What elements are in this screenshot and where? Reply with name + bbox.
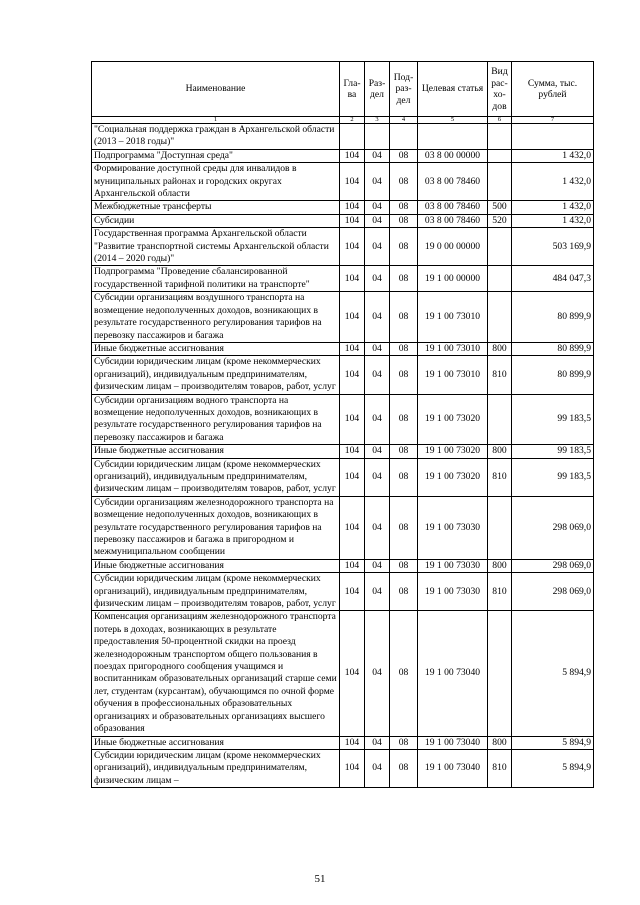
column-number: 4 (390, 117, 418, 124)
cell-expense-type (488, 149, 512, 162)
table-row (92, 266, 594, 292)
cell-amount: 1 432,0 (512, 149, 594, 162)
header-section: Раз-дел (365, 62, 390, 117)
cell-amount: 80 899,9 (512, 356, 594, 394)
cell-amount: 5 894,9 (512, 749, 594, 787)
cell-expense-type (488, 611, 512, 736)
table-row (92, 496, 594, 559)
header-chapter: Гла-ва (340, 62, 365, 117)
header-amount: Сумма, тыс. рублей (512, 62, 594, 117)
budget-table (91, 61, 594, 788)
cell-chapter: 104 (340, 611, 365, 736)
cell-name: Иные бюджетные ассигнования (92, 445, 340, 458)
column-number: 3 (365, 117, 390, 124)
cell-name: Межбюджетные трансферты (92, 201, 340, 214)
cell-subsection: 08 (390, 573, 418, 611)
cell-target-article: 19 1 00 73010 (418, 292, 488, 343)
cell-section: 04 (365, 559, 390, 572)
cell-name: Субсидии организациям железнодорожного транспорта на возмещение недополученных доходов, возникающих в результате государственного регулирования тарифов на перевозку пассажиров и багажа в пригородном и межмуниципальном сообщении (92, 496, 340, 559)
table-row (92, 163, 594, 201)
cell-chapter: 104 (340, 266, 365, 292)
cell-expense-type (488, 228, 512, 266)
cell-subsection: 08 (390, 496, 418, 559)
page-number: 51 (314, 873, 326, 885)
cell-target-article: 19 1 00 73030 (418, 559, 488, 572)
header-target: Целевая статья (418, 62, 488, 117)
cell-subsection: 08 (390, 214, 418, 227)
table-row (92, 228, 594, 266)
cell-section: 04 (365, 394, 390, 445)
cell-chapter (340, 124, 365, 150)
cell-target-article: 19 1 00 73010 (418, 356, 488, 394)
table-row (92, 573, 594, 611)
table-row (92, 458, 594, 496)
cell-name: Иные бюджетные ассигнования (92, 736, 340, 749)
cell-amount (512, 124, 594, 150)
table-row (92, 214, 594, 227)
cell-section: 04 (365, 342, 390, 355)
cell-section: 04 (365, 573, 390, 611)
cell-subsection (390, 124, 418, 150)
cell-expense-type: 800 (488, 445, 512, 458)
cell-section: 04 (365, 214, 390, 227)
cell-section: 04 (365, 266, 390, 292)
cell-subsection: 08 (390, 266, 418, 292)
table-row (92, 559, 594, 572)
cell-target-article: 19 1 00 73040 (418, 736, 488, 749)
cell-subsection: 08 (390, 736, 418, 749)
cell-subsection: 08 (390, 342, 418, 355)
table-row (92, 201, 594, 214)
column-number: 7 (512, 117, 594, 124)
cell-name: Субсидии юридическим лицам (кроме некоммерческих организаций), индивидуальным предпринимателям, физическим лицам – производителям товаров, работ, услуг (92, 356, 340, 394)
cell-subsection: 08 (390, 228, 418, 266)
cell-name: "Социальная поддержка граждан в Архангельской области (2013 – 2018 годы)" (92, 124, 340, 150)
cell-name: Субсидии юридическим лицам (кроме некоммерческих организаций), индивидуальным предпринимателям, физическим лицам – производителям товаров, работ, услуг (92, 458, 340, 496)
cell-chapter: 104 (340, 292, 365, 343)
cell-target-article: 19 1 00 73020 (418, 394, 488, 445)
cell-name: Формирование доступной среды для инвалидов в муниципальных районах и городских округах Архангельской области (92, 163, 340, 201)
cell-section: 04 (365, 292, 390, 343)
cell-subsection: 08 (390, 611, 418, 736)
cell-section: 04 (365, 496, 390, 559)
cell-section: 04 (365, 356, 390, 394)
cell-subsection: 08 (390, 749, 418, 787)
cell-chapter: 104 (340, 149, 365, 162)
cell-amount: 298 069,0 (512, 496, 594, 559)
cell-target-article: 19 1 00 00000 (418, 266, 488, 292)
cell-target-article: 19 1 00 73030 (418, 573, 488, 611)
cell-amount: 1 432,0 (512, 214, 594, 227)
cell-target-article (418, 124, 488, 150)
cell-section: 04 (365, 445, 390, 458)
cell-name: Иные бюджетные ассигнования (92, 342, 340, 355)
cell-name: Субсидии юридическим лицам (кроме некоммерческих организаций), индивидуальным предпринимателям, физическим лицам – производителям товаров, работ, услуг (92, 573, 340, 611)
table-row (92, 292, 594, 343)
cell-section: 04 (365, 228, 390, 266)
table-row (92, 124, 594, 150)
cell-amount: 1 432,0 (512, 163, 594, 201)
cell-expense-type (488, 266, 512, 292)
cell-name: Компенсация организациям железнодорожного транспорта потерь в доходах, возникающих в результате предоставления 50-процентной скидки на проезд железнодорожным транспортом общего пользования в поездах пригородного сообщения учащимся и воспитанникам образовательных организаций старше семи лет, студентам (курсантам), обучающимся по очной форме обучения в профессиональных образовательных организациях и образовательных организациях высшего образования (92, 611, 340, 736)
cell-chapter: 104 (340, 356, 365, 394)
cell-expense-type (488, 292, 512, 343)
cell-expense-type: 800 (488, 342, 512, 355)
column-number: 2 (340, 117, 365, 124)
table-body (92, 124, 594, 788)
cell-expense-type: 810 (488, 749, 512, 787)
cell-target-article: 19 1 00 73020 (418, 445, 488, 458)
cell-target-article: 19 1 00 73030 (418, 496, 488, 559)
cell-target-article: 03 8 00 78460 (418, 214, 488, 227)
cell-chapter: 104 (340, 749, 365, 787)
cell-expense-type: 800 (488, 559, 512, 572)
cell-chapter: 104 (340, 736, 365, 749)
cell-chapter: 104 (340, 163, 365, 201)
cell-section: 04 (365, 149, 390, 162)
column-number: 5 (418, 117, 488, 124)
header-expense-type: Вид рас-хо-дов (488, 62, 512, 117)
cell-target-article: 19 1 00 73010 (418, 342, 488, 355)
cell-section: 04 (365, 736, 390, 749)
cell-expense-type (488, 163, 512, 201)
cell-section: 04 (365, 201, 390, 214)
cell-section: 04 (365, 163, 390, 201)
cell-subsection: 08 (390, 458, 418, 496)
cell-subsection: 08 (390, 149, 418, 162)
cell-subsection: 08 (390, 394, 418, 445)
cell-name: Государственная программа Архангельской области "Развитие транспортной системы Архангельской области (2014 – 2020 годы)" (92, 228, 340, 266)
cell-subsection: 08 (390, 201, 418, 214)
header-name: Наименование (92, 62, 340, 117)
cell-amount: 99 183,5 (512, 394, 594, 445)
cell-name: Субсидии организациям водного транспорта на возмещение недополученных доходов, возникающих в результате государственного регулирования тарифов на перевозку пассажиров и багажа (92, 394, 340, 445)
cell-expense-type: 810 (488, 356, 512, 394)
cell-section: 04 (365, 611, 390, 736)
table-row (92, 394, 594, 445)
cell-subsection: 08 (390, 445, 418, 458)
cell-name: Иные бюджетные ассигнования (92, 559, 340, 572)
table-row (92, 356, 594, 394)
cell-amount: 298 069,0 (512, 573, 594, 611)
cell-subsection: 08 (390, 559, 418, 572)
cell-chapter: 104 (340, 342, 365, 355)
cell-amount: 5 894,9 (512, 611, 594, 736)
cell-chapter: 104 (340, 201, 365, 214)
cell-chapter: 104 (340, 228, 365, 266)
table-row (92, 445, 594, 458)
table-row (92, 149, 594, 162)
cell-chapter: 104 (340, 445, 365, 458)
cell-chapter: 104 (340, 214, 365, 227)
cell-chapter: 104 (340, 394, 365, 445)
cell-expense-type: 810 (488, 458, 512, 496)
cell-section (365, 124, 390, 150)
cell-section: 04 (365, 458, 390, 496)
cell-chapter: 104 (340, 496, 365, 559)
cell-amount: 484 047,3 (512, 266, 594, 292)
header-subsection: Под-раз-дел (390, 62, 418, 117)
cell-amount: 80 899,9 (512, 342, 594, 355)
table-row (92, 611, 594, 736)
table-row (92, 736, 594, 749)
table-row (92, 749, 594, 787)
cell-amount: 99 183,5 (512, 458, 594, 496)
cell-section: 04 (365, 749, 390, 787)
cell-expense-type (488, 394, 512, 445)
table-row (92, 342, 594, 355)
cell-amount: 503 169,9 (512, 228, 594, 266)
cell-expense-type (488, 124, 512, 150)
cell-expense-type (488, 496, 512, 559)
cell-chapter: 104 (340, 458, 365, 496)
cell-expense-type: 520 (488, 214, 512, 227)
cell-expense-type: 800 (488, 736, 512, 749)
cell-subsection: 08 (390, 356, 418, 394)
cell-target-article: 03 8 00 78460 (418, 201, 488, 214)
cell-target-article: 19 1 00 73040 (418, 749, 488, 787)
cell-target-article: 19 1 00 73040 (418, 611, 488, 736)
cell-target-article: 03 8 00 78460 (418, 163, 488, 201)
cell-chapter: 104 (340, 573, 365, 611)
column-number: 6 (488, 117, 512, 124)
cell-target-article: 19 0 00 00000 (418, 228, 488, 266)
cell-name: Субсидии (92, 214, 340, 227)
cell-amount: 99 183,5 (512, 445, 594, 458)
cell-subsection: 08 (390, 292, 418, 343)
cell-name: Субсидии юридическим лицам (кроме некоммерческих организаций), индивидуальным предпринимателям, физическим лицам – (92, 749, 340, 787)
cell-target-article: 03 8 00 00000 (418, 149, 488, 162)
cell-expense-type: 500 (488, 201, 512, 214)
cell-expense-type: 810 (488, 573, 512, 611)
column-number-row (92, 117, 594, 124)
cell-amount: 80 899,9 (512, 292, 594, 343)
cell-amount: 1 432,0 (512, 201, 594, 214)
cell-name: Субсидии организациям воздушного транспорта на возмещение недополученных доходов, возникающих в результате государственного регулирования тарифов на перевозку пассажиров и багажа (92, 292, 340, 343)
cell-name: Подпрограмма "Доступная среда" (92, 149, 340, 162)
table-header (92, 62, 594, 124)
cell-amount: 5 894,9 (512, 736, 594, 749)
column-number: 1 (92, 117, 340, 124)
cell-name: Подпрограмма "Проведение сбалансированной государственной тарифной политики на транспорте" (92, 266, 340, 292)
cell-target-article: 19 1 00 73020 (418, 458, 488, 496)
cell-amount: 298 069,0 (512, 559, 594, 572)
cell-subsection: 08 (390, 163, 418, 201)
cell-chapter: 104 (340, 559, 365, 572)
